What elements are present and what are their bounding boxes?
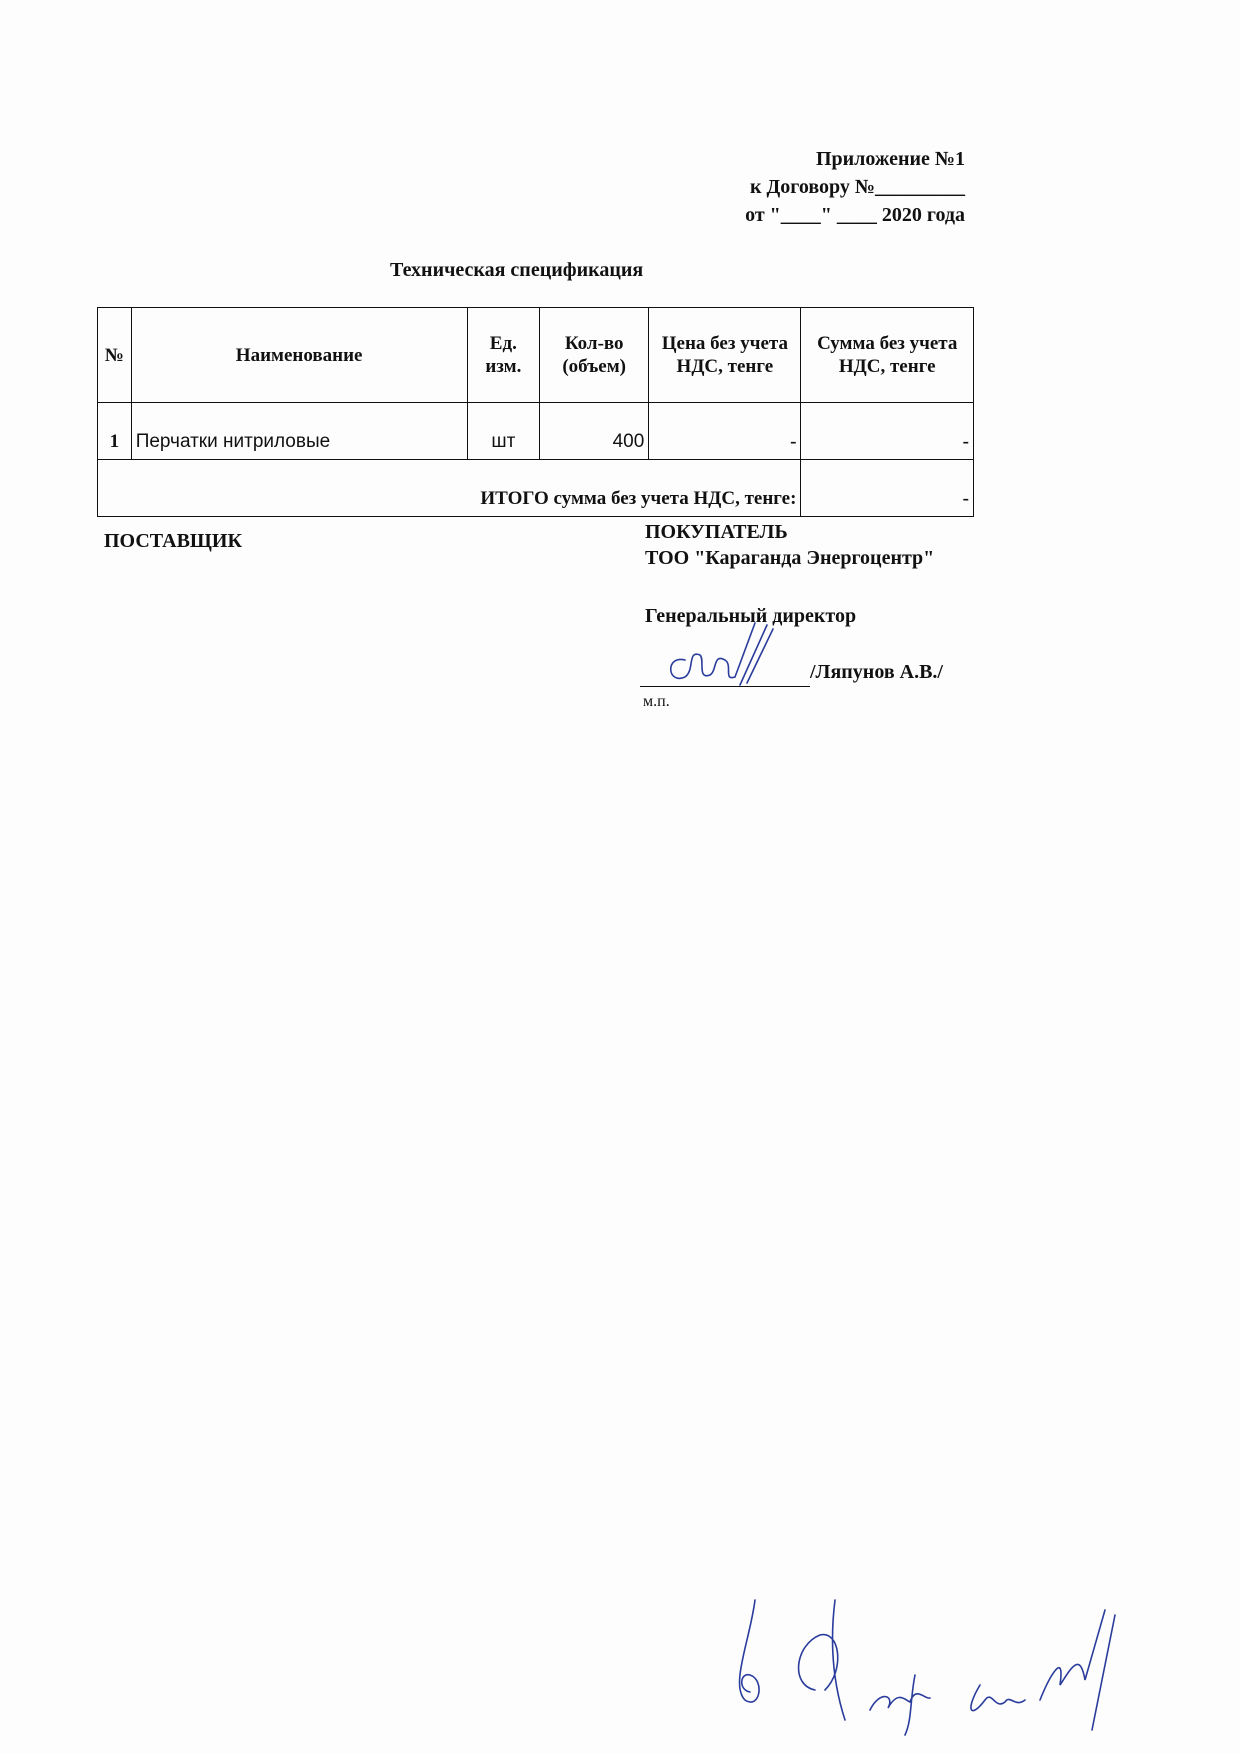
- specification-table: [97, 307, 974, 517]
- table-row: [98, 403, 974, 460]
- buyer-company: ТОО "Караганда Энергоцентр": [645, 547, 935, 569]
- document-title: Техническая спецификация: [390, 259, 644, 281]
- signer-name: /Ляпунов А.В./: [810, 661, 943, 683]
- column-header-sum: Сумма без учета НДС, тенге: [801, 308, 974, 403]
- buyer-block: [645, 519, 934, 571]
- table-header-row: [98, 308, 974, 403]
- row-unit: шт: [467, 403, 539, 460]
- row-item-name: Перчатки нитриловые: [131, 403, 467, 460]
- column-header-quantity: Кол-во (объем): [540, 308, 649, 403]
- column-header-unit: Ед. изм.: [467, 308, 539, 403]
- row-price: -: [649, 403, 801, 460]
- row-quantity: 400: [540, 403, 649, 460]
- buyer-label: ПОКУПАТЕЛЬ: [645, 521, 788, 543]
- total-value: -: [801, 460, 974, 517]
- page-initials: [720, 1590, 1200, 1740]
- appendix-number: Приложение №1: [815, 148, 965, 170]
- contract-reference: к Договору №_________: [750, 176, 965, 198]
- director-title: Генеральный директор: [645, 605, 857, 627]
- supplier-label: ПОСТАВЩИК: [104, 530, 242, 552]
- table-total-row: [98, 460, 974, 517]
- total-label: ИТОГО сумма без учета НДС, тенге:: [98, 460, 801, 517]
- column-header-price: Цена без учета НДС, тенге: [649, 308, 801, 403]
- column-header-name: Наименование: [131, 308, 467, 403]
- row-sum: -: [801, 403, 974, 460]
- column-header-number: №: [98, 308, 132, 403]
- director-signature: [655, 615, 785, 695]
- row-number: 1: [98, 403, 132, 460]
- contract-date: от "____" ____ 2020 года: [745, 204, 965, 226]
- appendix-header: [745, 145, 965, 229]
- stamp-place: м.п.: [643, 693, 670, 710]
